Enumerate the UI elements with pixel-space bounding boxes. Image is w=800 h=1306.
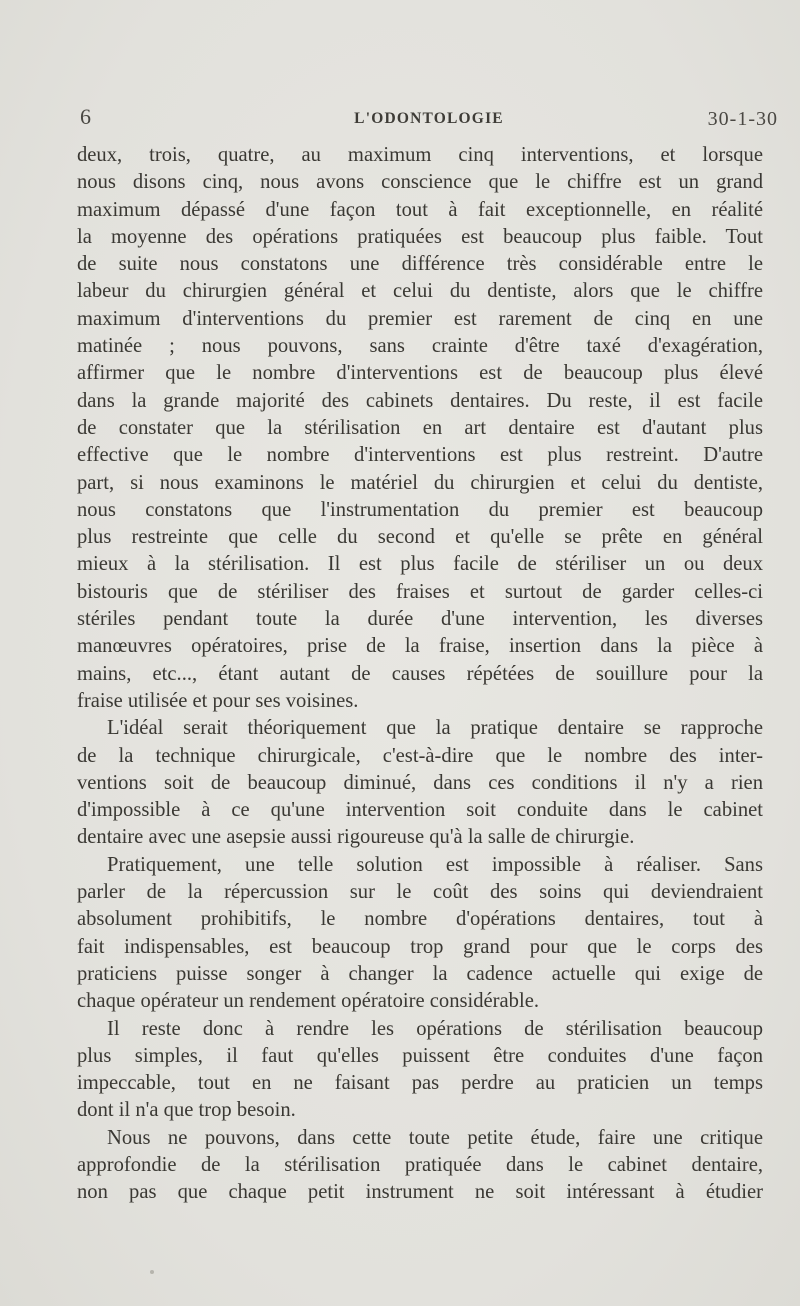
text-line: dans la grande majorité des cabinets dentaires. Du reste, il est facile (77, 389, 763, 412)
text-line: labeur du chirurgien général et celui du dentiste, alors que le chiffre (77, 280, 763, 303)
text-line: dentaire avec une asepsie aussi rigoureuse qu'à la salle de chirurgie. (77, 826, 635, 849)
text-line: non pas que chaque petit instrument ne soit intéressant à étudier (77, 1181, 763, 1204)
text-line: praticiens puisse songer à changer la cadence actuelle qui exige de (77, 962, 763, 985)
text-line: L'idéal serait théoriquement que la pratique dentaire se rapproche (107, 717, 763, 740)
issue-date: 30-1-30 (707, 108, 778, 130)
page-number: 6 (80, 104, 91, 129)
text-line: bistouris que de stériliser des fraises et surtout de garder celles-ci (77, 580, 763, 603)
text-line: mieux à la stérilisation. Il est plus facile de stériliser un ou deux (77, 553, 763, 576)
text-line: effective que le nombre d'interventions est plus restreint. D'autre (77, 444, 763, 467)
text-line: maximum d'interventions du premier est rarement de cinq en une (77, 307, 763, 330)
text-line: de la technique chirurgicale, c'est-à-dire que le nombre des inter- (77, 744, 763, 767)
article-text (77, 142, 763, 1207)
text-line: fait indispensables, est beaucoup trop grand pour que le corps des (77, 935, 763, 958)
text-line: mains, etc..., étant autant de causes répétées de souillure pour la (77, 662, 763, 685)
text-line: plus restreinte que celle du second et qu'elle se prête en général (77, 526, 763, 549)
text-line: dont il n'a que trop besoin. (77, 1099, 296, 1122)
paragraph (77, 715, 763, 851)
running-title: L'ODONTOLOGIE (354, 110, 504, 127)
text-line: deux, trois, quatre, au maximum cinq interventions, et lorsque (77, 144, 763, 166)
text-line: part, si nous examinons le matériel du chirurgien et celui du dentiste, (77, 471, 763, 494)
text-line: d'impossible à ce qu'une intervention soit conduite dans le cabinet (77, 799, 763, 822)
text-line: chaque opérateur un rendement opératoire considérable. (77, 990, 539, 1013)
text-line: absolument prohibitifs, le nombre d'opérations dentaires, tout à (77, 908, 763, 931)
paper-speck (150, 1270, 154, 1274)
paragraph (77, 852, 763, 1016)
text-line: approfondie de la stérilisation pratiquée dans le cabinet dentaire, (77, 1153, 763, 1176)
text-line: ventions soit de beaucoup diminué, dans ces conditions il n'y a rien (77, 771, 763, 794)
text-line: affirmer que le nombre d'interventions est de beaucoup plus élevé (77, 362, 763, 385)
text-line: maximum dépassé d'une façon tout à fait exceptionnelle, en réalité (77, 198, 763, 221)
text-line: matinée ; nous pouvons, sans crainte d'être taxé d'exagération, (77, 335, 763, 358)
text-line: parler de la répercussion sur le coût des soins qui deviendraient (77, 881, 763, 904)
text-line: impeccable, tout en ne faisant pas perdre au praticien un temps (77, 1072, 763, 1095)
paragraph (77, 142, 763, 715)
text-line: de suite nous constatons une différence très considérable entre le (77, 253, 763, 276)
text-line: la moyenne des opérations pratiquées est beaucoup plus faible. Tout (77, 225, 763, 248)
text-line: nous disons cinq, nous avons conscience que le chiffre est un grand (77, 171, 763, 194)
text-line: de constater que la stérilisation en art dentaire est d'autant plus (77, 416, 763, 439)
page-header (80, 104, 778, 134)
text-line: Il reste donc à rendre les opérations de stérilisation beaucoup (107, 1017, 763, 1040)
paragraph (77, 1125, 763, 1207)
paragraph (77, 1016, 763, 1125)
text-line: nous constatons que l'instrumentation du premier est beaucoup (77, 498, 763, 521)
text-line: manœuvres opératoires, prise de la fraise, insertion dans la pièce à (77, 635, 763, 658)
text-line: stériles pendant toute la durée d'une intervention, les diverses (77, 608, 763, 631)
text-line: Pratiquement, une telle solution est impossible à réaliser. Sans (107, 853, 763, 876)
text-line: Nous ne pouvons, dans cette toute petite étude, faire une critique (107, 1126, 763, 1149)
text-line: fraise utilisée et pour ses voisines. (77, 689, 359, 712)
text-line: plus simples, il faut qu'elles puissent être conduites d'une façon (77, 1044, 763, 1067)
